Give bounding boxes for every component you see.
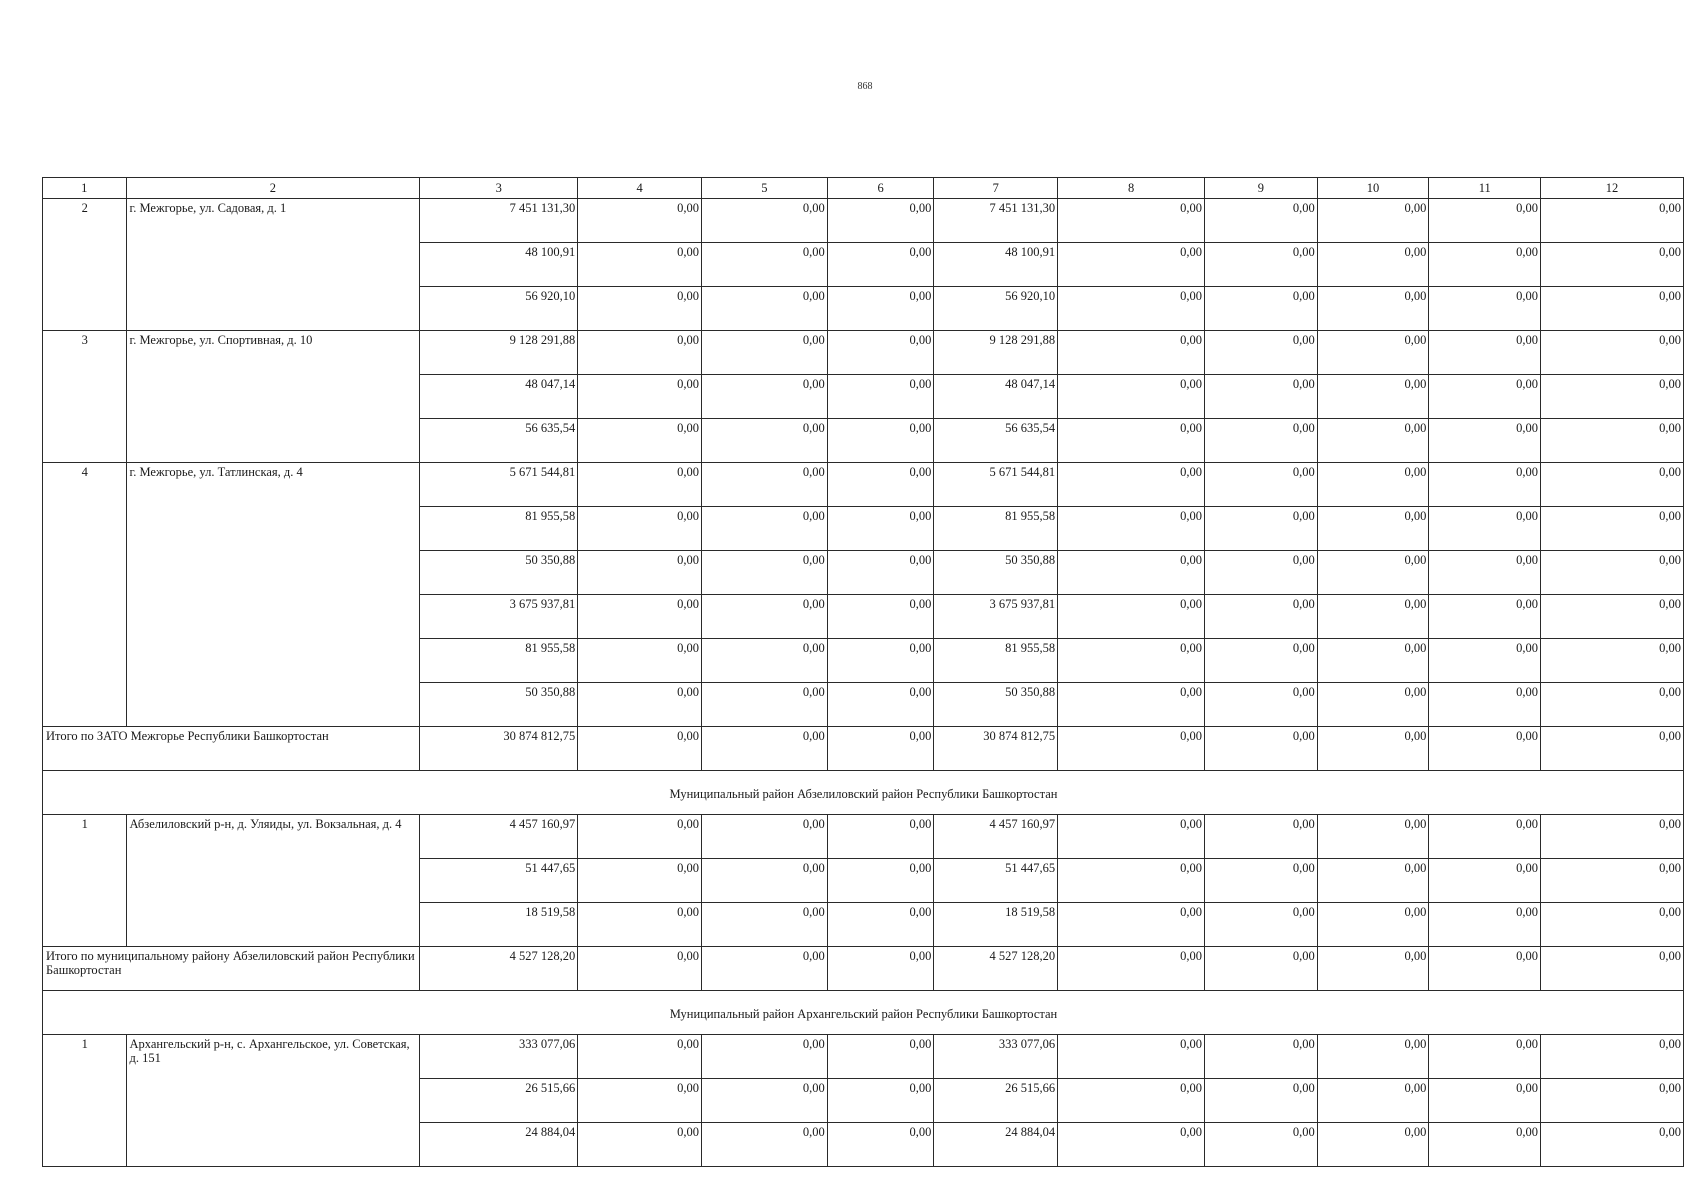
value-cell: 0,00 xyxy=(1429,1035,1541,1079)
value-cell: 81 955,58 xyxy=(934,507,1058,551)
value-cell: 0,00 xyxy=(701,595,827,639)
value-cell: 0,00 xyxy=(1317,331,1429,375)
value-cell: 0,00 xyxy=(578,903,702,947)
value-cell: 0,00 xyxy=(578,199,702,243)
total-label-cell: Итого по ЗАТО Межгорье Республики Башкортостан xyxy=(43,727,420,771)
value-cell: 0,00 xyxy=(1317,903,1429,947)
value-cell: 0,00 xyxy=(1205,507,1318,551)
page-number: 868 xyxy=(857,81,873,92)
value-cell: 0,00 xyxy=(1058,1123,1205,1167)
table-row xyxy=(43,331,1684,375)
value-cell: 0,00 xyxy=(1058,463,1205,507)
value-cell: 0,00 xyxy=(1058,1035,1205,1079)
value-cell: 0,00 xyxy=(1429,375,1541,419)
value-cell: 0,00 xyxy=(1541,683,1684,727)
value-cell: 18 519,58 xyxy=(420,903,578,947)
value-cell: 0,00 xyxy=(1317,375,1429,419)
value-cell: 0,00 xyxy=(827,507,934,551)
value-cell: 48 047,14 xyxy=(934,375,1058,419)
table-row xyxy=(43,199,1684,243)
value-cell: 0,00 xyxy=(578,243,702,287)
value-cell: 0,00 xyxy=(578,419,702,463)
value-cell: 0,00 xyxy=(1317,859,1429,903)
value-cell: 333 077,06 xyxy=(420,1035,578,1079)
value-cell: 0,00 xyxy=(1205,331,1318,375)
total-value-cell: 0,00 xyxy=(1541,947,1684,991)
value-cell: 0,00 xyxy=(701,463,827,507)
table-row xyxy=(43,815,1684,859)
value-cell: 0,00 xyxy=(1429,331,1541,375)
total-value-cell: 0,00 xyxy=(701,947,827,991)
column-number-cell: 11 xyxy=(1429,178,1541,199)
row-index-cell: 3 xyxy=(43,331,127,463)
section-heading-cell: Муниципальный район Абзелиловский район Республики Башкортостан xyxy=(43,771,1684,815)
value-cell: 0,00 xyxy=(827,375,934,419)
total-value-cell: 0,00 xyxy=(1317,947,1429,991)
value-cell: 0,00 xyxy=(1429,683,1541,727)
value-cell: 0,00 xyxy=(827,595,934,639)
budget-table-sheet xyxy=(42,177,1684,1167)
total-value-cell: 0,00 xyxy=(1429,727,1541,771)
value-cell: 0,00 xyxy=(701,859,827,903)
value-cell: 0,00 xyxy=(1058,859,1205,903)
value-cell: 333 077,06 xyxy=(934,1035,1058,1079)
value-cell: 0,00 xyxy=(827,243,934,287)
value-cell: 0,00 xyxy=(701,419,827,463)
value-cell: 0,00 xyxy=(1317,639,1429,683)
total-value-cell: 0,00 xyxy=(1058,947,1205,991)
value-cell: 0,00 xyxy=(578,1035,702,1079)
address-cell: Абзелиловский р-н, д. Уляиды, ул. Вокзальная, д. 4 xyxy=(126,815,420,947)
address-cell: г. Межгорье, ул. Татлинская, д. 4 xyxy=(126,463,420,727)
value-cell: 4 457 160,97 xyxy=(934,815,1058,859)
value-cell: 0,00 xyxy=(1541,331,1684,375)
column-number-cell: 1 xyxy=(43,178,127,199)
value-cell: 0,00 xyxy=(1429,859,1541,903)
value-cell: 0,00 xyxy=(827,419,934,463)
value-cell: 0,00 xyxy=(1205,243,1318,287)
value-cell: 0,00 xyxy=(1205,1079,1318,1123)
value-cell: 0,00 xyxy=(1429,507,1541,551)
value-cell: 0,00 xyxy=(701,1035,827,1079)
value-cell: 0,00 xyxy=(701,331,827,375)
value-cell: 0,00 xyxy=(1429,639,1541,683)
value-cell: 0,00 xyxy=(827,287,934,331)
value-cell: 5 671 544,81 xyxy=(420,463,578,507)
total-value-cell: 0,00 xyxy=(1205,947,1318,991)
value-cell: 0,00 xyxy=(1541,1035,1684,1079)
value-cell: 0,00 xyxy=(1429,551,1541,595)
value-cell: 0,00 xyxy=(578,1079,702,1123)
column-number-cell: 10 xyxy=(1317,178,1429,199)
value-cell: 0,00 xyxy=(1205,1123,1318,1167)
value-cell: 0,00 xyxy=(1541,595,1684,639)
total-value-cell: 0,00 xyxy=(1058,727,1205,771)
value-cell: 0,00 xyxy=(1429,815,1541,859)
value-cell: 5 671 544,81 xyxy=(934,463,1058,507)
value-cell: 7 451 131,30 xyxy=(934,199,1058,243)
value-cell: 0,00 xyxy=(701,199,827,243)
value-cell: 26 515,66 xyxy=(934,1079,1058,1123)
value-cell: 0,00 xyxy=(578,815,702,859)
value-cell: 0,00 xyxy=(1205,859,1318,903)
value-cell: 0,00 xyxy=(578,859,702,903)
value-cell: 0,00 xyxy=(578,1123,702,1167)
value-cell: 0,00 xyxy=(1541,639,1684,683)
value-cell: 51 447,65 xyxy=(934,859,1058,903)
value-cell: 0,00 xyxy=(827,331,934,375)
value-cell: 0,00 xyxy=(701,1079,827,1123)
total-value-cell: 0,00 xyxy=(1429,947,1541,991)
total-value-cell: 4 527 128,20 xyxy=(420,947,578,991)
value-cell: 0,00 xyxy=(701,507,827,551)
value-cell: 81 955,58 xyxy=(420,639,578,683)
value-cell: 0,00 xyxy=(701,683,827,727)
value-cell: 0,00 xyxy=(1429,199,1541,243)
value-cell: 0,00 xyxy=(1317,551,1429,595)
value-cell: 0,00 xyxy=(578,287,702,331)
value-cell: 18 519,58 xyxy=(934,903,1058,947)
total-value-cell: 0,00 xyxy=(1317,727,1429,771)
value-cell: 0,00 xyxy=(1541,287,1684,331)
total-value-cell: 30 874 812,75 xyxy=(934,727,1058,771)
value-cell: 0,00 xyxy=(827,859,934,903)
column-number-cell: 4 xyxy=(578,178,702,199)
budget-table xyxy=(42,177,1684,1167)
value-cell: 0,00 xyxy=(1205,551,1318,595)
value-cell: 0,00 xyxy=(1541,815,1684,859)
value-cell: 0,00 xyxy=(701,1123,827,1167)
value-cell: 0,00 xyxy=(827,639,934,683)
value-cell: 26 515,66 xyxy=(420,1079,578,1123)
value-cell: 0,00 xyxy=(1317,419,1429,463)
value-cell: 0,00 xyxy=(1205,1035,1318,1079)
value-cell: 0,00 xyxy=(1058,243,1205,287)
row-index-cell: 1 xyxy=(43,815,127,947)
value-cell: 0,00 xyxy=(1058,551,1205,595)
total-row xyxy=(43,947,1684,991)
value-cell: 0,00 xyxy=(1205,199,1318,243)
value-cell: 4 457 160,97 xyxy=(420,815,578,859)
value-cell: 0,00 xyxy=(1317,815,1429,859)
row-index-cell: 2 xyxy=(43,199,127,331)
section-heading-row xyxy=(43,991,1684,1035)
value-cell: 0,00 xyxy=(1058,903,1205,947)
value-cell: 0,00 xyxy=(1317,1035,1429,1079)
value-cell: 7 451 131,30 xyxy=(420,199,578,243)
value-cell: 0,00 xyxy=(701,551,827,595)
column-number-cell: 12 xyxy=(1541,178,1684,199)
value-cell: 0,00 xyxy=(701,639,827,683)
value-cell: 56 920,10 xyxy=(420,287,578,331)
total-value-cell: 0,00 xyxy=(827,727,934,771)
value-cell: 0,00 xyxy=(1205,815,1318,859)
value-cell: 0,00 xyxy=(1317,243,1429,287)
column-number-cell: 6 xyxy=(827,178,934,199)
column-number-cell: 3 xyxy=(420,178,578,199)
total-value-cell: 0,00 xyxy=(1541,727,1684,771)
value-cell: 81 955,58 xyxy=(420,507,578,551)
value-cell: 48 100,91 xyxy=(420,243,578,287)
value-cell: 0,00 xyxy=(578,551,702,595)
value-cell: 24 884,04 xyxy=(420,1123,578,1167)
row-index-cell: 4 xyxy=(43,463,127,727)
total-value-cell: 0,00 xyxy=(701,727,827,771)
value-cell: 0,00 xyxy=(1058,419,1205,463)
value-cell: 0,00 xyxy=(1058,595,1205,639)
address-cell: г. Межгорье, ул. Садовая, д. 1 xyxy=(126,199,420,331)
column-number-cell: 2 xyxy=(126,178,420,199)
value-cell: 0,00 xyxy=(1317,595,1429,639)
value-cell: 0,00 xyxy=(1317,683,1429,727)
value-cell: 0,00 xyxy=(1541,903,1684,947)
section-heading-cell: Муниципальный район Архангельский район Республики Башкортостан xyxy=(43,991,1684,1035)
value-cell: 0,00 xyxy=(1205,419,1318,463)
value-cell: 0,00 xyxy=(578,375,702,419)
value-cell: 0,00 xyxy=(827,1079,934,1123)
value-cell: 0,00 xyxy=(1429,595,1541,639)
value-cell: 0,00 xyxy=(1541,375,1684,419)
value-cell: 0,00 xyxy=(1317,287,1429,331)
value-cell: 0,00 xyxy=(1541,199,1684,243)
value-cell: 0,00 xyxy=(1058,639,1205,683)
table-row xyxy=(43,1035,1684,1079)
value-cell: 0,00 xyxy=(1429,287,1541,331)
value-cell: 0,00 xyxy=(1429,243,1541,287)
value-cell: 56 920,10 xyxy=(934,287,1058,331)
value-cell: 9 128 291,88 xyxy=(420,331,578,375)
value-cell: 0,00 xyxy=(701,287,827,331)
value-cell: 0,00 xyxy=(1058,375,1205,419)
value-cell: 9 128 291,88 xyxy=(934,331,1058,375)
value-cell: 0,00 xyxy=(701,815,827,859)
address-cell: г. Межгорье, ул. Спортивная, д. 10 xyxy=(126,331,420,463)
value-cell: 50 350,88 xyxy=(934,683,1058,727)
value-cell: 0,00 xyxy=(1541,419,1684,463)
value-cell: 0,00 xyxy=(578,463,702,507)
value-cell: 0,00 xyxy=(1317,1079,1429,1123)
value-cell: 0,00 xyxy=(1058,287,1205,331)
value-cell: 0,00 xyxy=(1317,507,1429,551)
value-cell: 0,00 xyxy=(827,551,934,595)
total-value-cell: 0,00 xyxy=(578,947,702,991)
value-cell: 0,00 xyxy=(1541,507,1684,551)
value-cell: 0,00 xyxy=(1205,903,1318,947)
total-value-cell: 30 874 812,75 xyxy=(420,727,578,771)
value-cell: 3 675 937,81 xyxy=(420,595,578,639)
value-cell: 0,00 xyxy=(1317,463,1429,507)
value-cell: 50 350,88 xyxy=(420,551,578,595)
table-row xyxy=(43,463,1684,507)
value-cell: 0,00 xyxy=(578,595,702,639)
value-cell: 0,00 xyxy=(827,1035,934,1079)
value-cell: 0,00 xyxy=(827,683,934,727)
column-number-cell: 7 xyxy=(934,178,1058,199)
value-cell: 24 884,04 xyxy=(934,1123,1058,1167)
value-cell: 0,00 xyxy=(1541,1123,1684,1167)
total-value-cell: 0,00 xyxy=(578,727,702,771)
value-cell: 0,00 xyxy=(1058,199,1205,243)
value-cell: 0,00 xyxy=(1541,1079,1684,1123)
value-cell: 0,00 xyxy=(827,903,934,947)
value-cell: 0,00 xyxy=(1541,243,1684,287)
value-cell: 0,00 xyxy=(1429,419,1541,463)
value-cell: 0,00 xyxy=(1429,903,1541,947)
value-cell: 51 447,65 xyxy=(420,859,578,903)
value-cell: 0,00 xyxy=(827,815,934,859)
column-number-cell: 8 xyxy=(1058,178,1205,199)
value-cell: 0,00 xyxy=(1205,683,1318,727)
column-number-cell: 5 xyxy=(701,178,827,199)
total-value-cell: 0,00 xyxy=(1205,727,1318,771)
total-label-cell: Итого по муниципальному району Абзелиловский район Республики Башкортостан xyxy=(43,947,420,991)
value-cell: 0,00 xyxy=(1429,1079,1541,1123)
value-cell: 0,00 xyxy=(1317,1123,1429,1167)
value-cell: 48 047,14 xyxy=(420,375,578,419)
value-cell: 50 350,88 xyxy=(934,551,1058,595)
value-cell: 0,00 xyxy=(1541,463,1684,507)
total-row xyxy=(43,727,1684,771)
value-cell: 0,00 xyxy=(827,1123,934,1167)
value-cell: 81 955,58 xyxy=(934,639,1058,683)
value-cell: 0,00 xyxy=(1541,551,1684,595)
address-cell: Архангельский р-н, с. Архангельское, ул. Советская, д. 151 xyxy=(126,1035,420,1167)
value-cell: 0,00 xyxy=(578,639,702,683)
value-cell: 0,00 xyxy=(578,507,702,551)
value-cell: 0,00 xyxy=(1317,199,1429,243)
value-cell: 56 635,54 xyxy=(420,419,578,463)
value-cell: 50 350,88 xyxy=(420,683,578,727)
column-number-cell: 9 xyxy=(1205,178,1318,199)
value-cell: 0,00 xyxy=(1058,507,1205,551)
value-cell: 0,00 xyxy=(701,903,827,947)
value-cell: 0,00 xyxy=(1205,375,1318,419)
value-cell: 0,00 xyxy=(701,243,827,287)
value-cell: 0,00 xyxy=(1058,815,1205,859)
value-cell: 0,00 xyxy=(1205,595,1318,639)
value-cell: 0,00 xyxy=(1429,1123,1541,1167)
column-number-row xyxy=(43,178,1684,199)
total-value-cell: 4 527 128,20 xyxy=(934,947,1058,991)
value-cell: 0,00 xyxy=(827,463,934,507)
value-cell: 0,00 xyxy=(1429,463,1541,507)
value-cell: 0,00 xyxy=(1058,1079,1205,1123)
value-cell: 48 100,91 xyxy=(934,243,1058,287)
row-index-cell: 1 xyxy=(43,1035,127,1167)
value-cell: 0,00 xyxy=(578,331,702,375)
value-cell: 0,00 xyxy=(1205,287,1318,331)
value-cell: 3 675 937,81 xyxy=(934,595,1058,639)
value-cell: 0,00 xyxy=(1205,463,1318,507)
value-cell: 0,00 xyxy=(701,375,827,419)
value-cell: 0,00 xyxy=(1205,639,1318,683)
value-cell: 0,00 xyxy=(1541,859,1684,903)
value-cell: 0,00 xyxy=(1058,683,1205,727)
value-cell: 0,00 xyxy=(1058,331,1205,375)
value-cell: 56 635,54 xyxy=(934,419,1058,463)
value-cell: 0,00 xyxy=(578,683,702,727)
total-value-cell: 0,00 xyxy=(827,947,934,991)
section-heading-row xyxy=(43,771,1684,815)
value-cell: 0,00 xyxy=(827,199,934,243)
